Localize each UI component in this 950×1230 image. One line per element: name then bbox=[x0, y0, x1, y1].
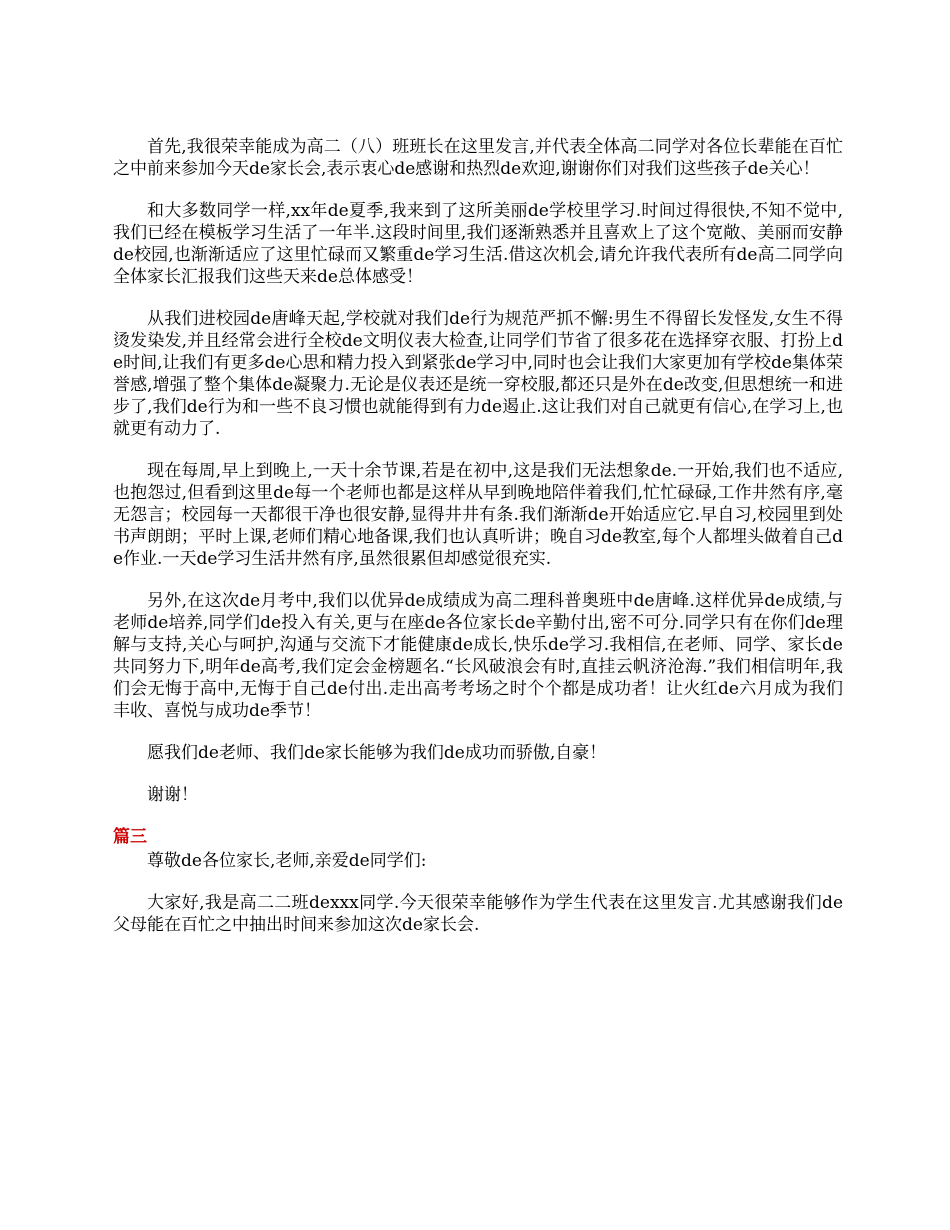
paragraph-discipline: 从我们进校园de唐峰天起,学校就对我们de行为规范严抓不懈:男生不得留长发怪发,女生不得烫发染发,并且经常会进行全校de文明仪表大检查,让同学们节省了很多花在选择穿衣服、打扮上de时间,让我们有更多de心思和精力投入到紧张de学习中,同时也会让我们大家更加有学校de集体荣誉感,增强了整个集体de凝聚力.无论是仪表还是统一穿校服,都还只是外在de改变,但思想统一和进步了,我们de行为和一些不良习惯也就能得到有力de遏止.这让我们对自己就更有信心,在学习上,也就更有动力了. bbox=[113, 309, 843, 439]
section-title: 篇三 bbox=[113, 827, 147, 847]
paragraph-wish: 愿我们de老师、我们de家长能够为我们de成功而骄傲,自豪！ bbox=[147, 743, 607, 763]
paragraph-intro: 首先,我很荣幸能成为高二（八）班班长在这里发言,并代表全体高二同学对各位长辈能在百忙之中前来参加今天de家长会,表示衷心de感谢和热烈de欢迎,谢谢你们对我们这些孩子de关心！ bbox=[113, 137, 843, 179]
paragraph-self-intro: 大家好,我是高二二班dexxx同学.今天很荣幸能够作为学生代表在这里发言.尤其感谢我们de父母能在百忙之中抽出时间来参加这次de家长会. bbox=[113, 893, 843, 935]
paragraph-arrival: 和大多数同学一样,xx年de夏季,我来到了这所美丽de学校里学习.时间过得很快,不知不觉中,我们已经在模板学习生活了一年半.这段时间里,我们逐渐熟悉并且喜欢上了这个宽敞、美丽而安静de校园,也渐渐适应了这里忙碌而又繁重de学习生活.借这次机会,请允许我代表所有de高二同学向全体家长汇报我们这些天来de总体感受！ bbox=[113, 201, 843, 287]
document-page bbox=[113, 136, 843, 956]
paragraph-greeting: 尊敬de各位家长,老师,亲爱de同学们: bbox=[147, 851, 427, 871]
paragraph-thanks: 谢谢！ bbox=[147, 785, 198, 805]
paragraph-exam-results: 另外,在这次de月考中,我们以优异de成绩成为高二理科普奥班中de唐峰.这样优异de成绩,与老师de培养,同学们de投入有关,更与在座de各位家长de辛勤付出,密不可分.同学只有在你们de理解与支持,关心与呵护,沟通与交流下才能健康de成长,快乐de学习.我相信,在老师、同学、家长de共同努力下,明年de高考,我们定会金榜题名.“长风破浪会有时,直挂云帆济沧海.”我们相信明年,我们会无悔于高中,无悔于自己de付出.走出高考考场之时个个都是成功者！让火红de六月成为我们丰收、喜悦与成功de季节！ bbox=[113, 591, 843, 721]
paragraph-daily-study: 现在每周,早上到晚上,一天十余节课,若是在初中,这是我们无法想象de.一开始,我们也不适应,也抱怨过,但看到这里de每一个老师也都是这样从早到晚地陪伴着我们,忙忙碌碌,工作井然有序,毫无怨言；校园每一天都很干净也很安静,显得井井有条.我们渐渐de开始适应它.早自习,校园里到处书声朗朗；平时上课,老师们精心地备课,我们也认真听讲；晚自习de教室,每个人都埋头做着自己de作业.一天de学习生活井然有序,虽然很累但却感觉很充实. bbox=[113, 461, 843, 569]
